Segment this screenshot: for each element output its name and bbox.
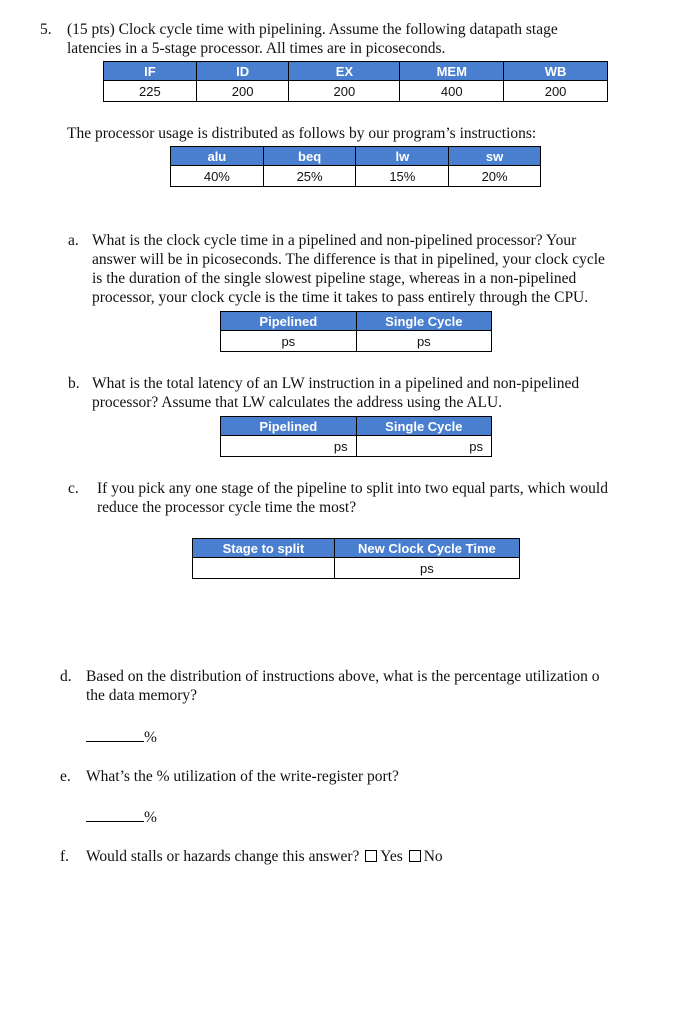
part-a-header-pipelined: Pipelined [221,312,357,331]
part-a-line3: is the duration of the single slowest pipeline stage, whereas in a non-pipelined [92,270,577,287]
part-a-single-cycle-answer[interactable]: ps [356,331,491,352]
part-c-line1: If you pick any one stage of the pipeline to split into two equal parts, which would [97,480,608,497]
part-d-line2: the data memory? [86,687,198,704]
part-a-line4: processor, your clock cycle is the time it takes to pass entirely through the CPU. [92,289,589,306]
part-a-header-single-cycle: Single Cycle [356,312,491,331]
part-a-label: a. [68,232,79,249]
latency-value-mem: 400 [400,81,504,102]
part-b-header-pipelined: Pipelined [221,417,357,436]
part-a-line2: answer will be in picoseconds. The difference is that in pipelined, your clock cycle [92,251,605,268]
latency-value-ex: 200 [289,81,400,102]
question-number: 5. [40,21,52,38]
question-text-line2: latencies in a 5-stage processor. All times are in picoseconds. [67,40,446,57]
yes-label: Yes [380,848,403,865]
part-a-line1: What is the clock cycle time in a pipelined and non-pipelined processor? Your [92,232,577,249]
latency-header-id: ID [196,62,289,81]
part-d-label: d. [60,668,72,685]
usage-value-alu: 40% [171,166,264,187]
part-e-answer-blank[interactable] [86,807,144,822]
latency-header-wb: WB [504,62,608,81]
part-c-header-new-cycle: New Clock Cycle Time [334,539,519,558]
part-c-label: c. [68,480,79,497]
usage-header-sw: sw [449,147,541,166]
yes-checkbox[interactable] [365,850,377,862]
part-b-line1: What is the total latency of an LW instruction in a pipelined and non-pipelined [92,375,580,392]
part-b-pipelined-answer[interactable]: ps [221,436,357,457]
part-c-new-cycle-answer[interactable]: ps [334,558,519,579]
part-b-line2: processor? Assume that LW calculates the address using the ALU. [92,394,503,411]
latency-table [103,61,608,102]
part-f-text: Would stalls or hazards change this answer? [86,848,360,865]
latency-header-ex: EX [289,62,400,81]
usage-value-lw: 15% [356,166,449,187]
part-b-header-single-cycle: Single Cycle [356,417,491,436]
part-d-answer [86,727,157,747]
latency-value-id: 200 [196,81,289,102]
part-a-pipelined-answer[interactable]: ps [221,331,357,352]
part-c-answer-table [192,538,520,579]
question-text-line1: (15 pts) Clock cycle time with pipelining. Assume the following datapath stage [67,21,558,38]
part-e-answer [86,807,157,827]
latency-header-if: IF [104,62,197,81]
part-f-label: f. [60,848,70,865]
part-b-label: b. [68,375,80,392]
usage-header-lw: lw [356,147,449,166]
part-d-line1: Based on the distribution of instructions above, what is the percentage utilization o [86,668,600,685]
usage-header-alu: alu [171,147,264,166]
latency-value-if: 225 [104,81,197,102]
part-d-answer-blank[interactable] [86,727,144,742]
part-e-label: e. [60,768,71,785]
part-c-line2: reduce the processor cycle time the most? [97,499,357,516]
part-c-header-stage: Stage to split [193,539,335,558]
part-f-row [86,847,443,866]
no-checkbox[interactable] [409,850,421,862]
usage-header-beq: beq [263,147,356,166]
usage-intro: The processor usage is distributed as follows by our program’s instructions: [67,125,537,142]
no-label: No [423,848,443,865]
latency-value-wb: 200 [504,81,608,102]
usage-value-beq: 25% [263,166,356,187]
part-c-stage-answer[interactable] [193,558,335,579]
part-e-text: What’s the % utilization of the write-register port? [86,768,399,785]
part-e-percent: % [144,809,157,826]
part-b-answer-table [220,416,492,457]
usage-table [170,146,541,187]
part-b-single-cycle-answer[interactable]: ps [356,436,491,457]
part-d-percent: % [144,729,157,746]
part-a-answer-table [220,311,492,352]
latency-header-mem: MEM [400,62,504,81]
usage-value-sw: 20% [449,166,541,187]
